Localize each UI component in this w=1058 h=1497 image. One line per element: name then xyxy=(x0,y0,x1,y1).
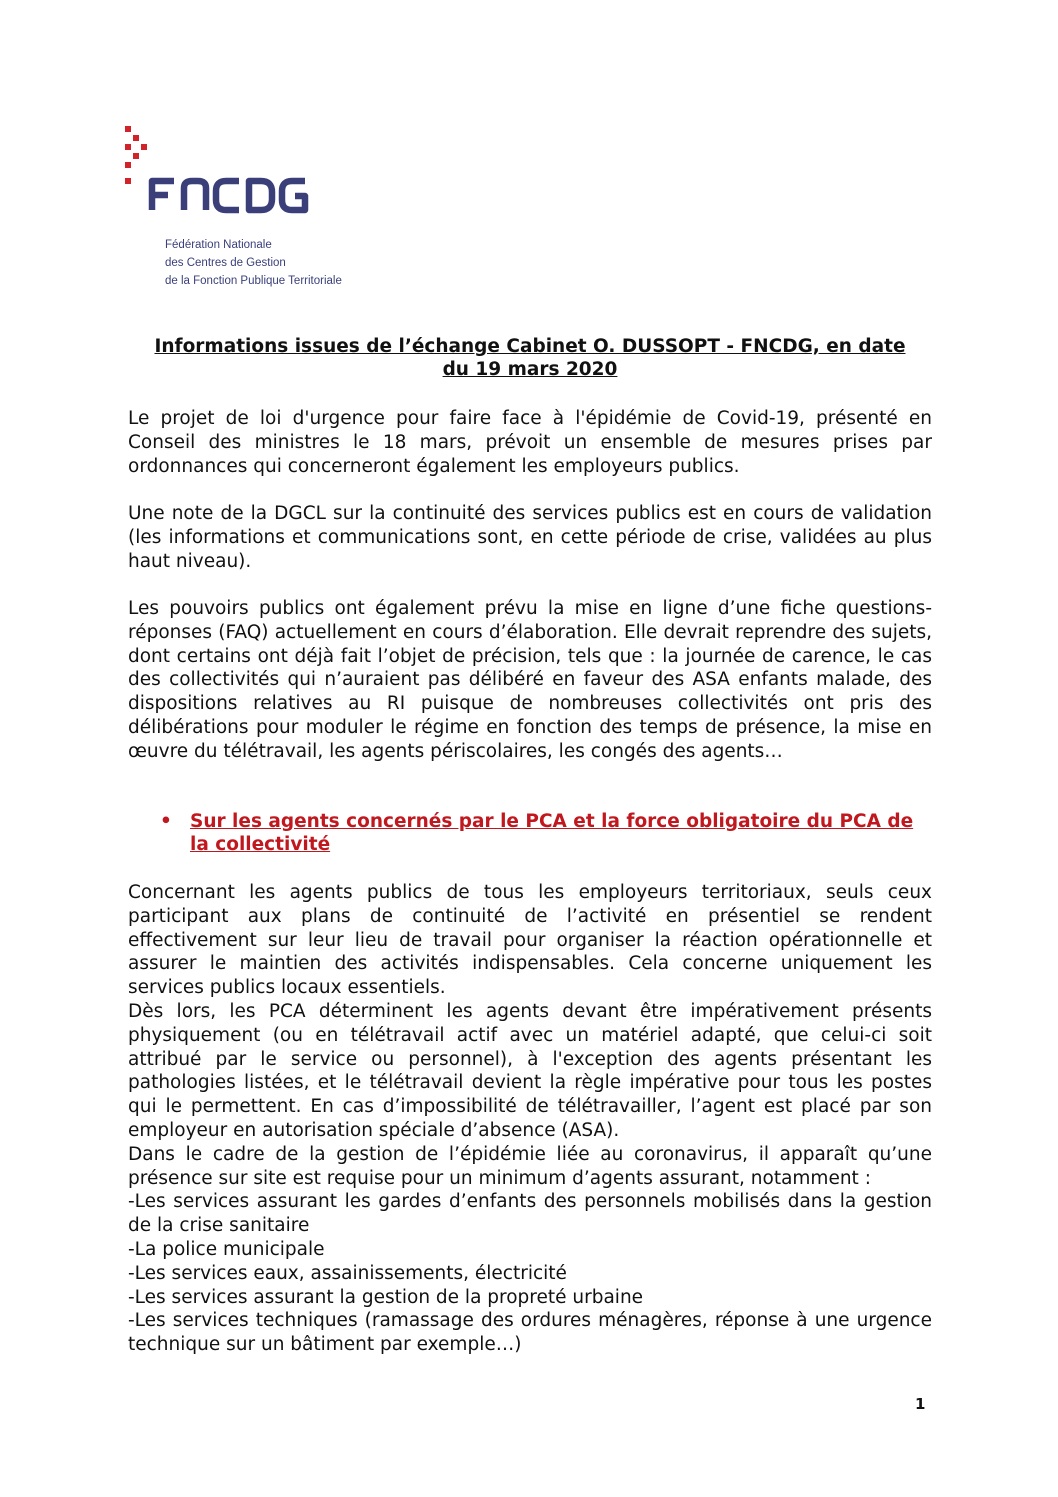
logo-subtitle xyxy=(165,236,342,290)
list-item: -Les services eaux, assainissements, électricité xyxy=(128,1262,567,1284)
list-item: -Les services assurant les gardes d’enfants des personnels mobilisés dans la gestion de la crise sanitaire xyxy=(128,1191,932,1237)
logo-wordmark-letters xyxy=(152,181,305,210)
paragraph-faq: Les pouvoirs publics ont également prévu la mise en ligne d’une fiche questions-réponses (FAQ) actuellement en cours d’élaboration. Elle devrait reprendre des sujets, dont certains ont déjà fait l’objet de précision, tels que : la journée de carence, le cas des collectivités qui n’auraient pas délibéré en faveur des ASA enfants malade, des dispositions relatives au RI puisque de nombreuses collectivités ont pris des délibérations pour moduler le régime en fonction des temps de présence, la mise en œuvre du télétravail, les agents périscolaires, les congés des agents… xyxy=(128,598,932,762)
fncdg-logo-mark xyxy=(122,124,322,224)
document-title xyxy=(128,335,932,381)
section-body xyxy=(128,881,932,1357)
section-paragraph-pca: Dès lors, les PCA déterminent les agents devant être impérativement présents physiquement (ou en télétravail actif avec un matériel adapté, que celui-ci soit attribué par le service ou personnel), à l'exception des agents présentant les pathologies listées, et le télétravail devient la règle impérative pour tous les postes qui le permettent. En cas d’impossibilité de télétravailler, l’agent est placé par son employeur en autorisation spéciale d’absence (ASA). xyxy=(128,1000,932,1141)
section-paragraph-agents: Concernant les agents publics de tous les employeurs territoriaux, seuls ceux participant aux plans de continuité de l’activité en présentiel se rendent effectivement sur leur lieu de travail pour organiser la réaction opérationnelle et assurer le maintien des activités indispensables. Cela concerne uniquement les services publics locaux essentiels. xyxy=(128,882,932,999)
logo-pixel-squares xyxy=(125,126,147,184)
paragraph-intro: Le projet de loi d'urgence pour faire face à l'épidémie de Covid-19, présenté en Conseil des ministres le 18 mars, prévoit un ensemble de mesures prises par ordonnances qui concerneront également les employeurs publics. xyxy=(128,408,932,477)
section-paragraph-site-presence: Dans le cadre de la gestion de l’épidémie liée au coronavirus, il apparaît qu’une présence sur site est requise pour un minimum d’agents assurant, notamment : xyxy=(128,1143,932,1189)
paragraph-dgcl-note: Une note de la DGCL sur la continuité des services publics est en cours de validation (les informations et communications sont, en cette période de crise, validées au plus haut niveau). xyxy=(128,503,932,572)
logo-line-3: de la Fonction Publique Territoriale xyxy=(165,275,342,287)
section-heading-text: Sur les agents concernés par le PCA et la force obligatoire du PCA de la collectivité xyxy=(190,811,914,855)
section-heading-pca xyxy=(160,810,932,856)
document-title-line-2: du 19 mars 2020 xyxy=(442,359,618,380)
list-item: -La police municipale xyxy=(128,1238,325,1260)
list-item: -Les services techniques (ramassage des ordures ménagères, réponse à une urgence technique sur un bâtiment par exemple…) xyxy=(128,1310,932,1356)
bullet-icon: • xyxy=(160,811,172,832)
logo-line-2: des Centres de Gestion xyxy=(165,257,286,269)
list-item: -Les services assurant la gestion de la propreté urbaine xyxy=(128,1286,644,1308)
logo-line-1: Fédération Nationale xyxy=(165,239,272,251)
page-number: 1 xyxy=(915,1395,926,1413)
document-title-line-1: Informations issues de l’échange Cabinet O. DUSSOPT - FNCDG, en date xyxy=(154,336,906,357)
fncdg-logo xyxy=(122,124,362,294)
